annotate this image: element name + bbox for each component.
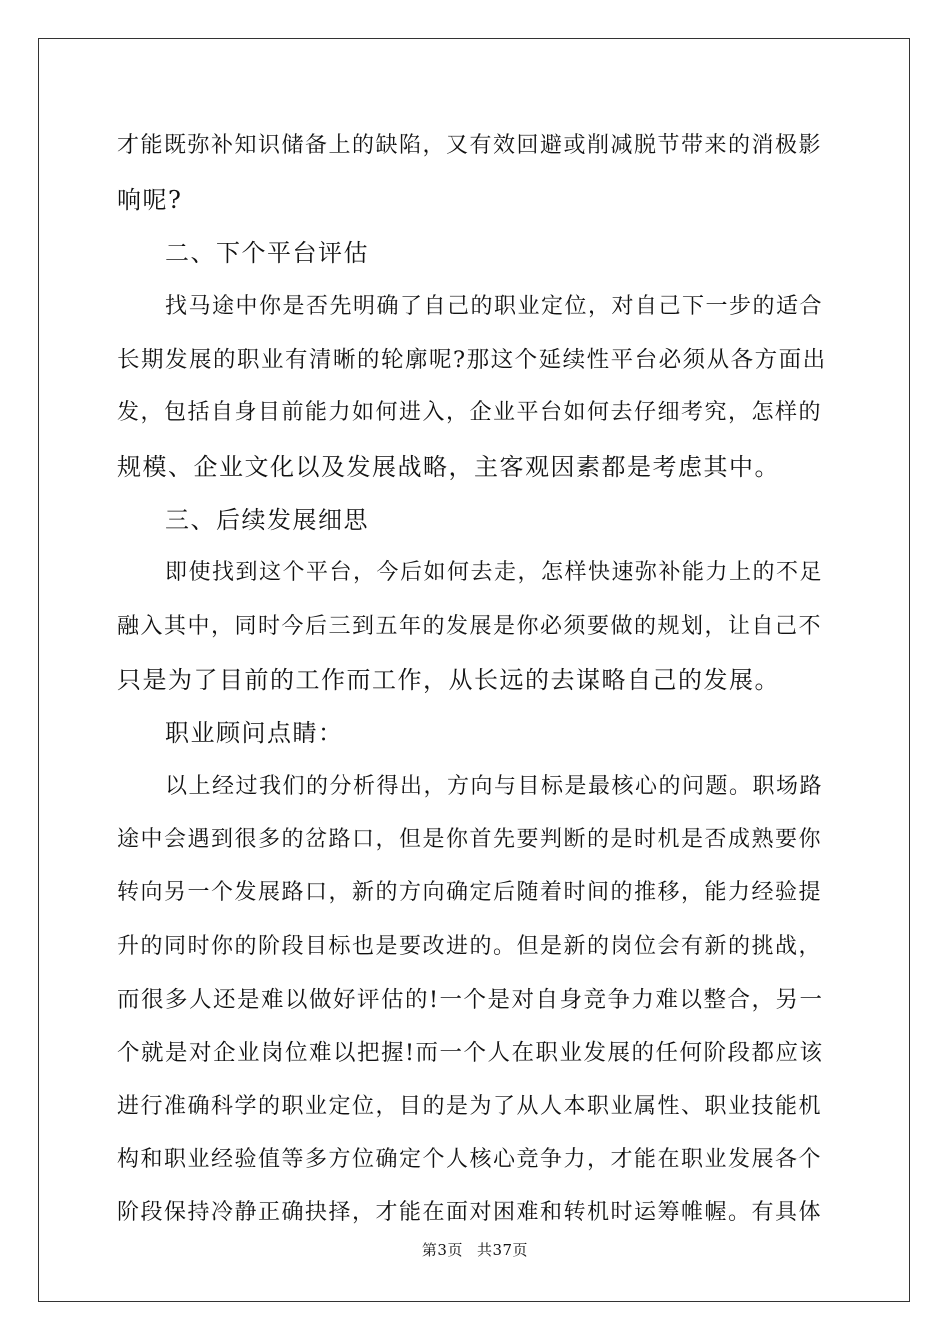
- text-line: 转向另一个发展路口，新的方向确定后随着时间的推移，能力经验提: [117, 880, 823, 905]
- text-line: 进行准确科学的职业定位，目的是为了从人本职业属性、职业技能机: [117, 1094, 823, 1119]
- text-line: 只是为了目前的工作而工作，从长远的去谋略自己的发展。: [117, 666, 780, 694]
- text-line: 找马途中你是否先明确了自己的职业定位，对自己下一步的适合: [165, 294, 824, 319]
- text-line: 构和职业经验值等多方位确定个人核心竞争力，才能在职业发展各个: [117, 1147, 823, 1172]
- text-line: 个就是对企业岗位难以把握!而一个人在职业发展的任何阶段都应该: [117, 1040, 824, 1066]
- page-total: 共37页: [476, 1241, 529, 1259]
- text-line: 才能既弥补知识储备上的缺陷，又有效回避或削减脱节带来的消极影: [117, 133, 823, 158]
- text-line: 即使找到这个平台，今后如何去走，怎样快速弥补能力上的不足: [165, 560, 824, 585]
- text-line: 升的同时你的阶段目标也是要改进的。但是新的岗位会有新的挑战，: [117, 934, 823, 959]
- text-line: 发，包括自身目前能力如何进入，企业平台如何去仔细考究，怎样的: [117, 400, 823, 425]
- text-line: 融入其中，同时今后三到五年的发展是你必须要做的规划，让自己不: [117, 614, 823, 639]
- text-line: 长期发展的职业有清晰的轮廓呢?那这个延续性平台必须从各方面出: [117, 347, 827, 373]
- page-number: 第3页: [421, 1241, 463, 1259]
- section-heading: 三、后续发展细思: [165, 506, 369, 534]
- text-line: 途中会遇到很多的岔路口，但是你首先要判断的是时机是否成熟要你: [117, 827, 823, 852]
- text-line: 响呢?: [117, 186, 183, 214]
- section-heading: 职业顾问点睛：: [165, 719, 344, 747]
- text-line: 而很多人还是难以做好评估的!一个是对自身竞争力难以整合，另一: [117, 987, 824, 1013]
- text-line: 阶段保持冷静正确抉择，才能在面对困难和转机时运筹帷幄。有具体: [117, 1200, 823, 1225]
- text-line: 以上经过我们的分析得出，方向与目标是最核心的问题。职场路: [165, 774, 824, 799]
- section-heading: 二、下个平台评估: [165, 239, 369, 267]
- page-footer: [0, 1240, 950, 1260]
- text-line: 规模、企业文化以及发展战略，主客观因素都是考虑其中。: [117, 453, 780, 481]
